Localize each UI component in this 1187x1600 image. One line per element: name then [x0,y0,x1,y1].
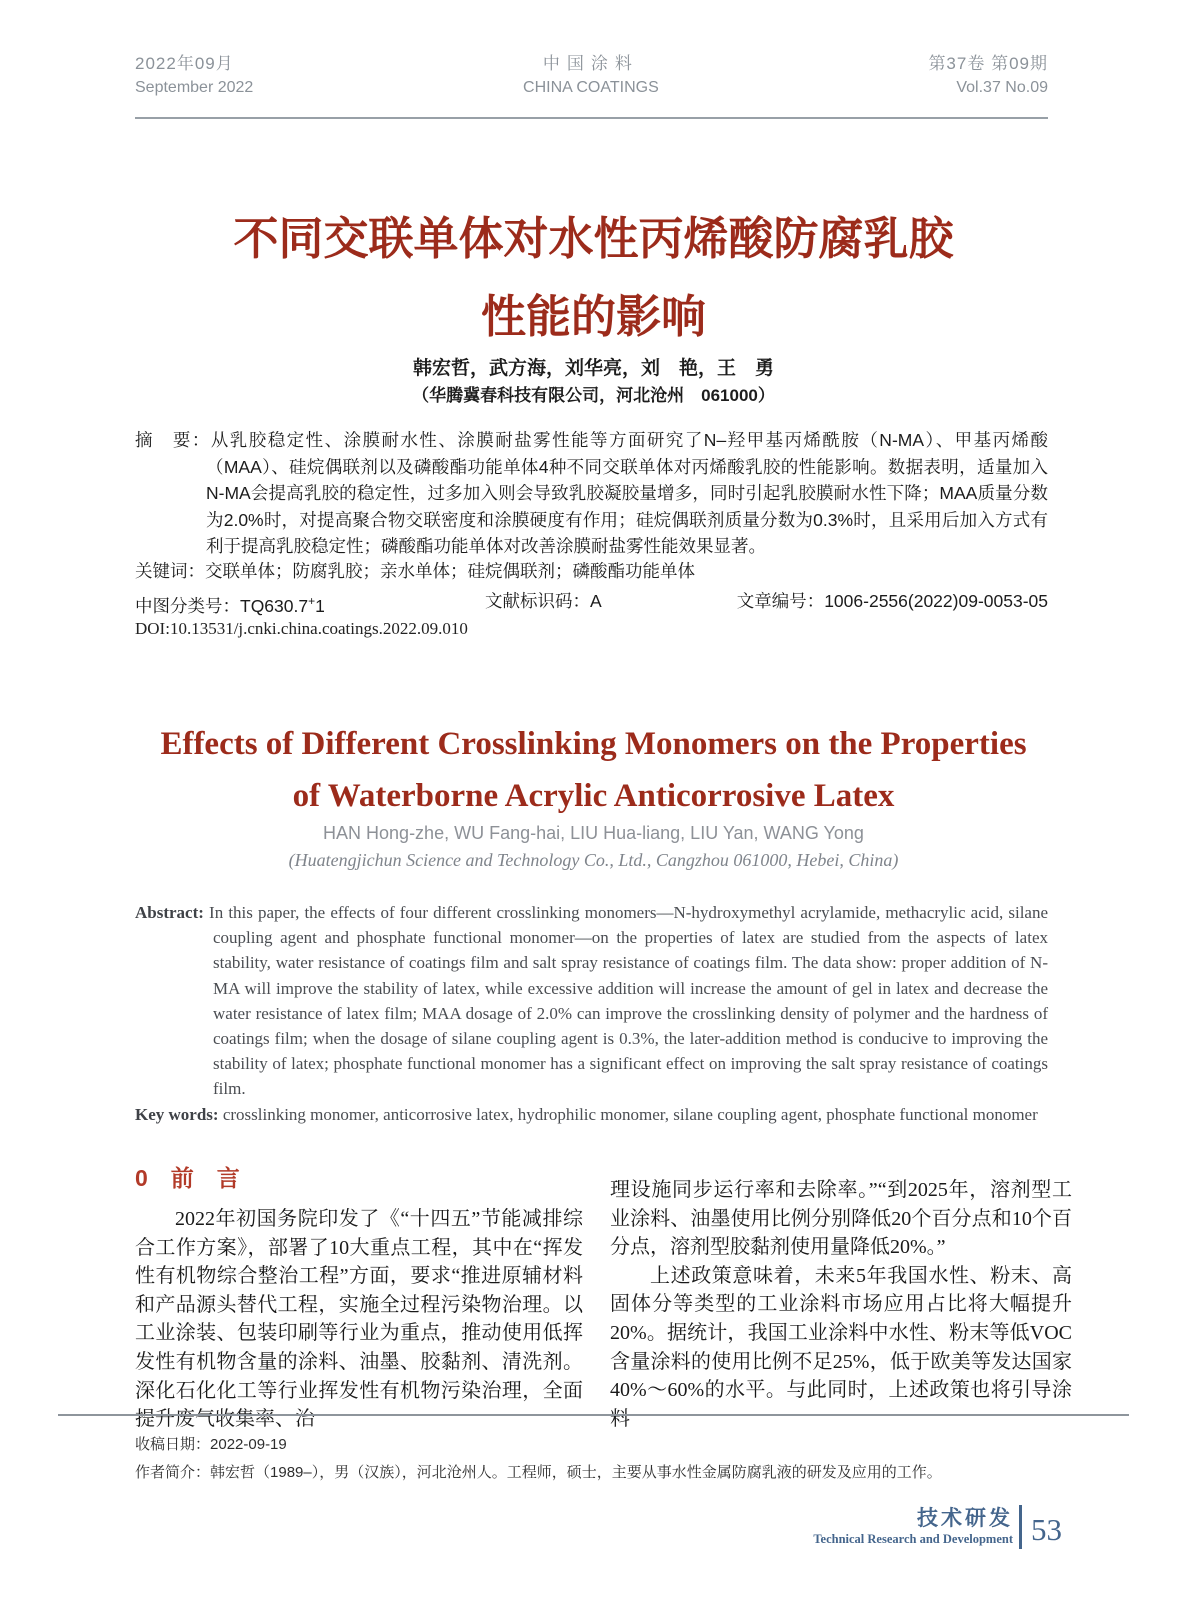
volume-issue-zh: 第37卷 第09期 [928,54,1048,73]
received-date [135,1431,1095,1459]
article-id-label: 文章编号： [736,591,825,611]
document-code-label: 文献标识码： [485,591,590,611]
abstract-zh-text: 从乳胶稳定性、涂膜耐水性、涂膜耐盐雾性能等方面研究了N–羟甲基丙烯酰胺（N-MA）、甲基丙烯酸（MAA）、硅烷偶联剂以及磷酸酯功能单体4种不同交联单体对丙烯酸乳胶的性能影响。数据表明，适量加入N-MA会提高乳胶的稳定性，过多加入则会导致乳胶凝胶量增多，同时引起乳胶膜耐水性下降；MAA质量分数为2.0%时，对提高聚合物交联密度和涂膜硬度有作用；硅烷偶联剂质量分数为0.3%时，且采用后加入方式有利于提高乳胶稳定性；磷酸酯功能单体对改善涂膜耐盐雾性能效果显著。 [206,430,1048,556]
author-bio-label: 作者简介： [135,1464,211,1481]
header-divider [135,117,1048,119]
clc-value: TQ630.7 [240,595,309,616]
keywords-zh-label: 关键词： [135,561,205,581]
clc-tail: 1 [315,595,325,616]
abstract-en-label: Abstract: [135,903,204,922]
abstract-en-text: In this paper, the effects of four different crosslinking monomers—N-hydroxymethyl acrylamide, methacrylic acid, silane coupling agent and phosphate functional monomer—on the properties of latex are studied from the aspects of latex stability, water resistance of coatings film and salt spray resistance of coatings film. The data show: proper addition of N-MA will improve the stability of latex, while excessive addition will increase the amount of gel in latex and decrease the water resistance of latex film; MAA dosage of 2.0% can improve the crosslinking density of polymer and the hardness of coatings film; when the dosage of silane coupling agent is 0.3%, the later-addition method is conducive to improving the stability of latex; phosphate functional monomer has a significant effect on improving the salt spray resistance of coatings film. [209,903,1049,1099]
footnote [135,1431,1095,1487]
article-title-zh-line1: 不同交联单体对水性丙烯酸防腐乳胶 [233,213,954,264]
abstract-en-block [135,900,1048,1127]
keywords-en [135,1102,1048,1127]
authors-zh: 韩宏哲，武方海，刘华亮，刘 艳，王 勇 [412,358,774,379]
author-bio-text: 韩宏哲（1989–），男（汉族），河北沧州人。工程师，硕士，主要从事水性金属防腐乳液的研发及应用的工作。 [210,1464,942,1481]
intro-paragraph-2: 上述政策意味着，未来5年我国水性、粉末、高固体分等类型的工业涂料市场应用占比将大幅提升20%。据统计，我国工业涂料中水性、粉末等低VOC含量涂料的使用比例不足25%，低于欧美等发达国家40%～60%的水平。与此同时，上述政策也将引导涂料 [610,1264,1072,1430]
page-number: 53 [1031,1512,1062,1547]
document-code [485,588,737,619]
footnote-divider [58,1414,1129,1416]
clc-label: 中图分类号： [135,595,240,616]
abstract-zh [135,427,1048,560]
affiliation-zh: （华腾冀春科技有限公司，河北沧州 061000） [412,386,775,405]
journal-header [135,52,1048,100]
header-issue-date [135,52,253,100]
body-column-left [135,1163,583,1434]
doi: DOI:10.13531/j.cnki.china.coatings.2022.09.010 [135,619,468,638]
abstract-en [135,900,1048,1102]
authors-en: HAN Hong-zhe, WU Fang-hai, LIU Hua-liang, LIU Yan, WANG Yong [323,823,864,843]
section-heading-intro: 0 前 言 [135,1165,240,1191]
article-id [737,588,1048,619]
article-id-value: 1006-2556(2022)09-0053-05 [824,591,1048,611]
keywords-zh [135,558,1048,584]
clc-superscript: + [308,594,316,608]
journal-name-en: CHINA COATINGS [523,79,659,96]
keywords-en-text: crosslinking monomer, anticorrosive latex, hydrophilic monomer, silane coupling agent, phosphate functional monomer [222,1104,1038,1124]
meta-row [135,588,1048,619]
received-date-value: 2022-09-19 [210,1436,287,1453]
keywords-en-label: Key words: [135,1104,219,1124]
journal-name-zh: 中国涂料 [542,54,639,73]
article-title-zh [0,200,1187,356]
received-date-label: 收稿日期： [135,1436,211,1453]
journal-name [523,52,659,100]
volume-issue-en: Vol.37 No.09 [956,79,1048,96]
body-column-right [610,1176,1072,1433]
keywords-zh-text: 交联单体；防腐乳胶；亲水单体；硅烷偶联剂；磷酸酯功能单体 [205,561,695,581]
affiliation-en: (Huatengjichun Science and Technology Co., Ltd., Cangzhou 061000, Hebei, China) [288,850,899,870]
intro-paragraph-1-left: 2022年初国务院印发了《“十四五”节能减排综合工作方案》，部署了10大重点工程，其中在“挥发性有机物综合整治工程”方面，要求“推进原辅材料和产品源头替代工程，实施全过程污染物治理。以工业涂装、包装印刷等行业为重点，推动使用低挥发性有机物含量的涂料、油墨、胶黏剂、清洗剂。深化石化化工等行业挥发性有机物污染治理，全面提升废气收集率、治 [135,1208,583,1431]
issue-date-zh: 2022年09月 [135,54,234,73]
volume-issue [928,52,1048,100]
footer-divider-bar [1019,1505,1022,1549]
article-title-zh-line2: 性能的影响 [480,291,706,342]
footer-category-en: Technical Research and Development [813,1532,1013,1546]
abstract-zh-label: 摘 要： [135,430,211,450]
page-footer [813,1502,1062,1552]
document-code-value: A [590,591,602,611]
intro-paragraph-1-right: 理设施同步运行率和去除率。”“到2025年，溶剂型工业涂料、油墨使用比例分别降低20个百分点和10个百分点，溶剂型胶黏剂使用量降低20%。” [610,1179,1072,1259]
author-bio [135,1459,1095,1487]
footer-category-zh: 技术研发 [917,1507,1013,1530]
issue-date-en: September 2022 [135,79,254,96]
article-title-en [0,718,1187,822]
article-title-en-line1: Effects of Different Crosslinking Monomers on the Properties [160,726,1027,762]
clc-number [135,588,485,619]
article-title-en-line2: of Waterborne Acrylic Anticorrosive Latex [292,778,895,814]
footer-category [813,1507,1013,1547]
